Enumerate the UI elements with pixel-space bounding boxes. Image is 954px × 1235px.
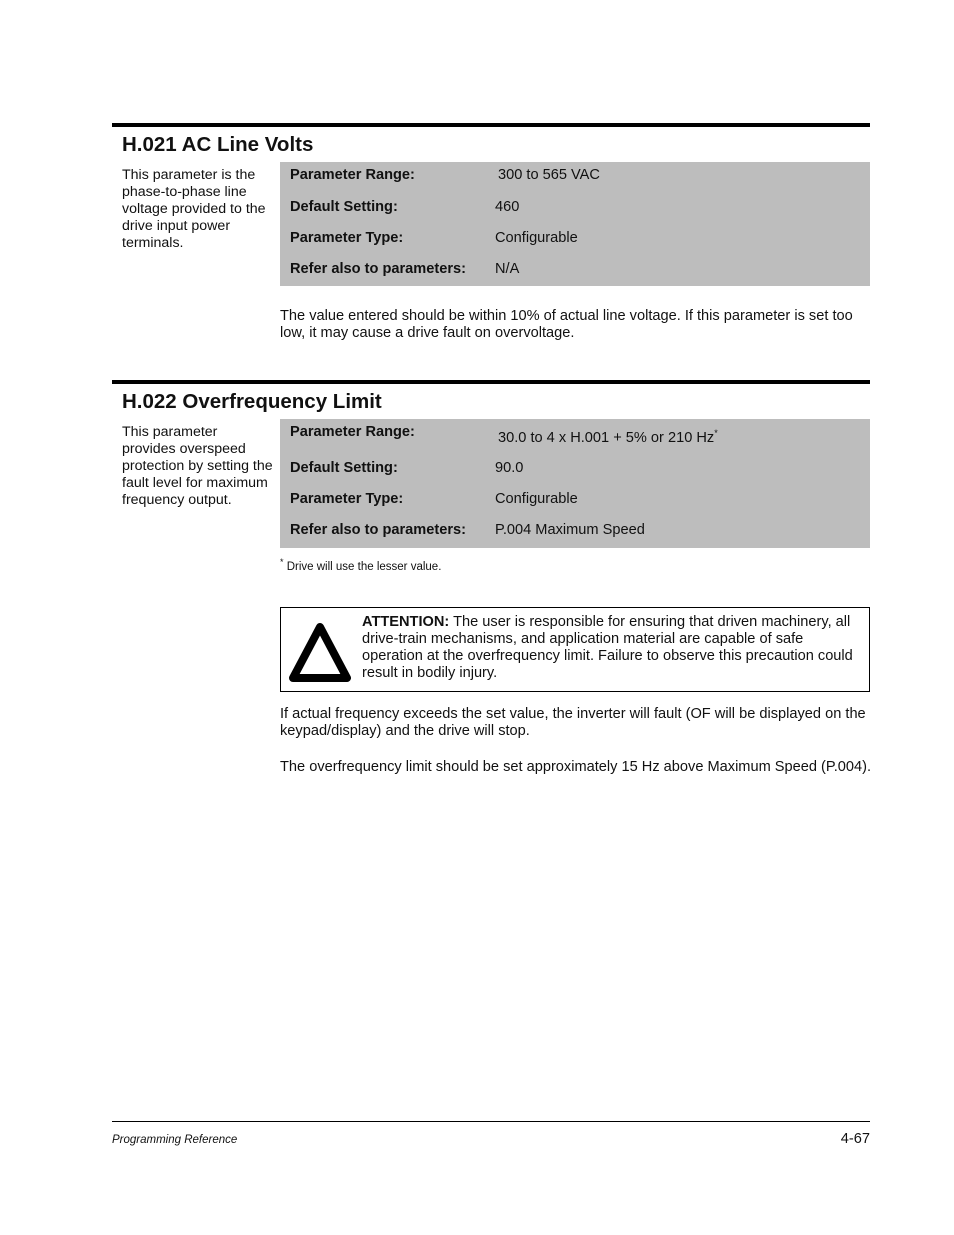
footnote-text: Drive will use the lesser value. [286,560,442,573]
param-label: Parameter Range: [290,424,415,440]
param-label: Parameter Range: [290,167,415,183]
footer-section-name: Programming Reference [112,1134,238,1146]
parameter-table [280,162,870,286]
footnote-marker: * [714,428,718,438]
body-paragraph: The value entered should be within 10% of actual line voltage. If this parameter is set too low, it may cause a drive fault on overvoltage. [280,308,853,341]
attention-box [280,607,870,692]
param-row-refer [280,261,870,281]
param-label: Parameter Type: [290,491,404,507]
body-paragraph: If actual frequency exceeds the set value, the inverter will fault (OF will be displayed on the keypad/display) and the drive will stop. [280,706,866,739]
param-value [498,428,718,446]
param-label: Parameter Type: [290,230,404,246]
section-rule [112,380,870,384]
param-value: P.004 Maximum Speed [495,522,645,538]
attention-message: The user is responsible for ensuring that driven machinery, all drive-train mechanisms, and application material are capable of safe operation at the overfrequency limit. Failure to observe this precaution could result in bodily injury. [362,614,853,681]
section-title: H.022 Overfrequency Limit [122,390,382,413]
param-value: Configurable [495,230,578,246]
parameter-table [280,419,870,548]
attention-text [362,614,862,682]
param-row-default [280,199,870,219]
page-number: 4-67 [840,1131,870,1147]
param-label: Refer also to parameters: [290,522,467,538]
param-value: 300 to 565 VAC [498,167,600,183]
param-value: 90.0 [495,460,524,476]
param-label: Default Setting: [290,460,398,476]
section-h022 [112,380,870,610]
param-row-range [280,424,870,444]
param-value: 460 [495,199,520,215]
parameter-description: This parameter provides overspeed protection by setting the fault level for maximum frequency output. [122,424,273,508]
param-value: N/A [495,261,520,277]
param-value-text: 30.0 to 4 x H.001 + 5% or 210 Hz [498,429,715,446]
parameter-description: This parameter is the phase-to-phase line voltage provided to the drive input power terminals. [122,167,266,251]
param-value: Configurable [495,491,578,507]
section-title: H.021 AC Line Volts [122,133,314,156]
footer-rule [112,1121,870,1122]
footnote [280,557,441,573]
param-row-type [280,491,870,511]
body-paragraph: The overfrequency limit should be set approximately 15 Hz above Maximum Speed (P.004). [280,759,872,775]
attention-label: ATTENTION: [362,614,450,630]
warning-triangle-icon [285,616,355,686]
param-row-type [280,230,870,250]
param-label: Refer also to parameters: [290,261,467,277]
footnote-marker: * [280,557,284,567]
param-label: Default Setting: [290,199,398,215]
param-row-default [280,460,870,480]
section-rule [112,123,870,127]
param-row-range [280,167,870,187]
param-row-refer [280,522,870,542]
